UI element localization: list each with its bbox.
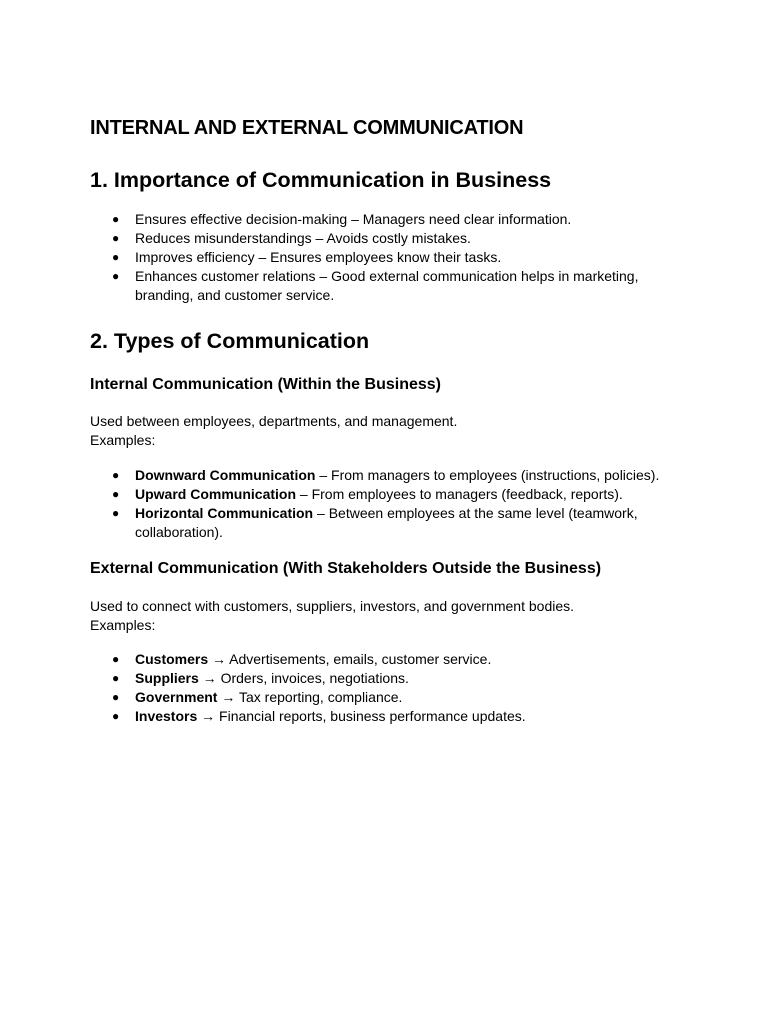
list-item-text: – From employees to managers (feedback, reports). — [296, 486, 623, 502]
list-item — [90, 650, 680, 669]
list-item-text: → Orders, invoices, negotiations. — [198, 670, 409, 686]
list-item-term: Horizontal Communication — [135, 505, 314, 521]
bullet-icon: ● — [112, 690, 120, 704]
external-communication-heading: External Communication (With Stakeholders Outside the Business) — [90, 560, 602, 577]
importance-bullet-list — [90, 210, 680, 305]
list-item-term: Investors — [135, 708, 198, 724]
list-item — [90, 210, 680, 229]
external-examples-label: Examples: — [90, 617, 156, 633]
section-types-heading: 2. Types of Communication — [90, 329, 370, 353]
bullet-icon: ● — [112, 468, 120, 482]
list-item-term: Downward Communication — [135, 467, 316, 483]
bullet-icon: ● — [112, 506, 120, 520]
bullet-icon: ● — [112, 212, 120, 226]
external-examples-list — [90, 650, 680, 726]
list-item — [90, 466, 680, 485]
list-item-text: Improves efficiency – Ensures employees know their tasks. — [135, 249, 502, 265]
list-item-text: Reduces misunderstandings – Avoids costly mistakes. — [135, 230, 471, 246]
bullet-icon: ● — [112, 250, 120, 264]
bullet-icon: ● — [112, 671, 120, 685]
list-item-term: Customers — [135, 651, 209, 667]
document-title: INTERNAL AND EXTERNAL COMMUNICATION — [90, 117, 524, 139]
list-item-text: – From managers to employees (instructions, policies). — [315, 467, 660, 483]
internal-examples-label: Examples: — [90, 432, 156, 448]
bullet-icon: ● — [112, 652, 120, 666]
list-item-text: Ensures effective decision-making – Managers need clear information. — [135, 211, 572, 227]
list-item-term: Upward Communication — [135, 486, 297, 502]
list-item-term: Suppliers — [135, 670, 199, 686]
internal-examples-list — [90, 466, 680, 542]
bullet-icon: ● — [112, 231, 120, 245]
list-item — [90, 229, 680, 248]
bullet-icon: ● — [112, 269, 120, 283]
bullet-icon: ● — [112, 709, 120, 723]
list-item-text: Enhances customer relations – Good external communication helps in marketing, branding, and customer service. — [135, 268, 639, 303]
list-item-text: → Advertisements, emails, customer service. — [208, 651, 492, 667]
list-item — [90, 267, 680, 305]
section-importance-heading: 1. Importance of Communication in Business — [90, 168, 552, 192]
list-item-text: – Between employees at the same level (teamwork, collaboration). — [135, 505, 638, 540]
internal-communication-heading: Internal Communication (Within the Business) — [90, 376, 441, 393]
external-description: Used to connect with customers, suppliers, investors, and government bodies. — [90, 598, 575, 614]
list-item-term: Government — [135, 689, 218, 705]
bullet-icon: ● — [112, 487, 120, 501]
list-item — [90, 669, 680, 688]
list-item — [90, 688, 680, 707]
list-item — [90, 707, 680, 726]
list-item — [90, 485, 680, 504]
list-item — [90, 248, 680, 267]
list-item — [90, 504, 680, 542]
list-item-text: → Financial reports, business performance updates. — [197, 708, 526, 724]
internal-description: Used between employees, departments, and management. — [90, 413, 458, 429]
list-item-text: → Tax reporting, compliance. — [217, 689, 403, 705]
